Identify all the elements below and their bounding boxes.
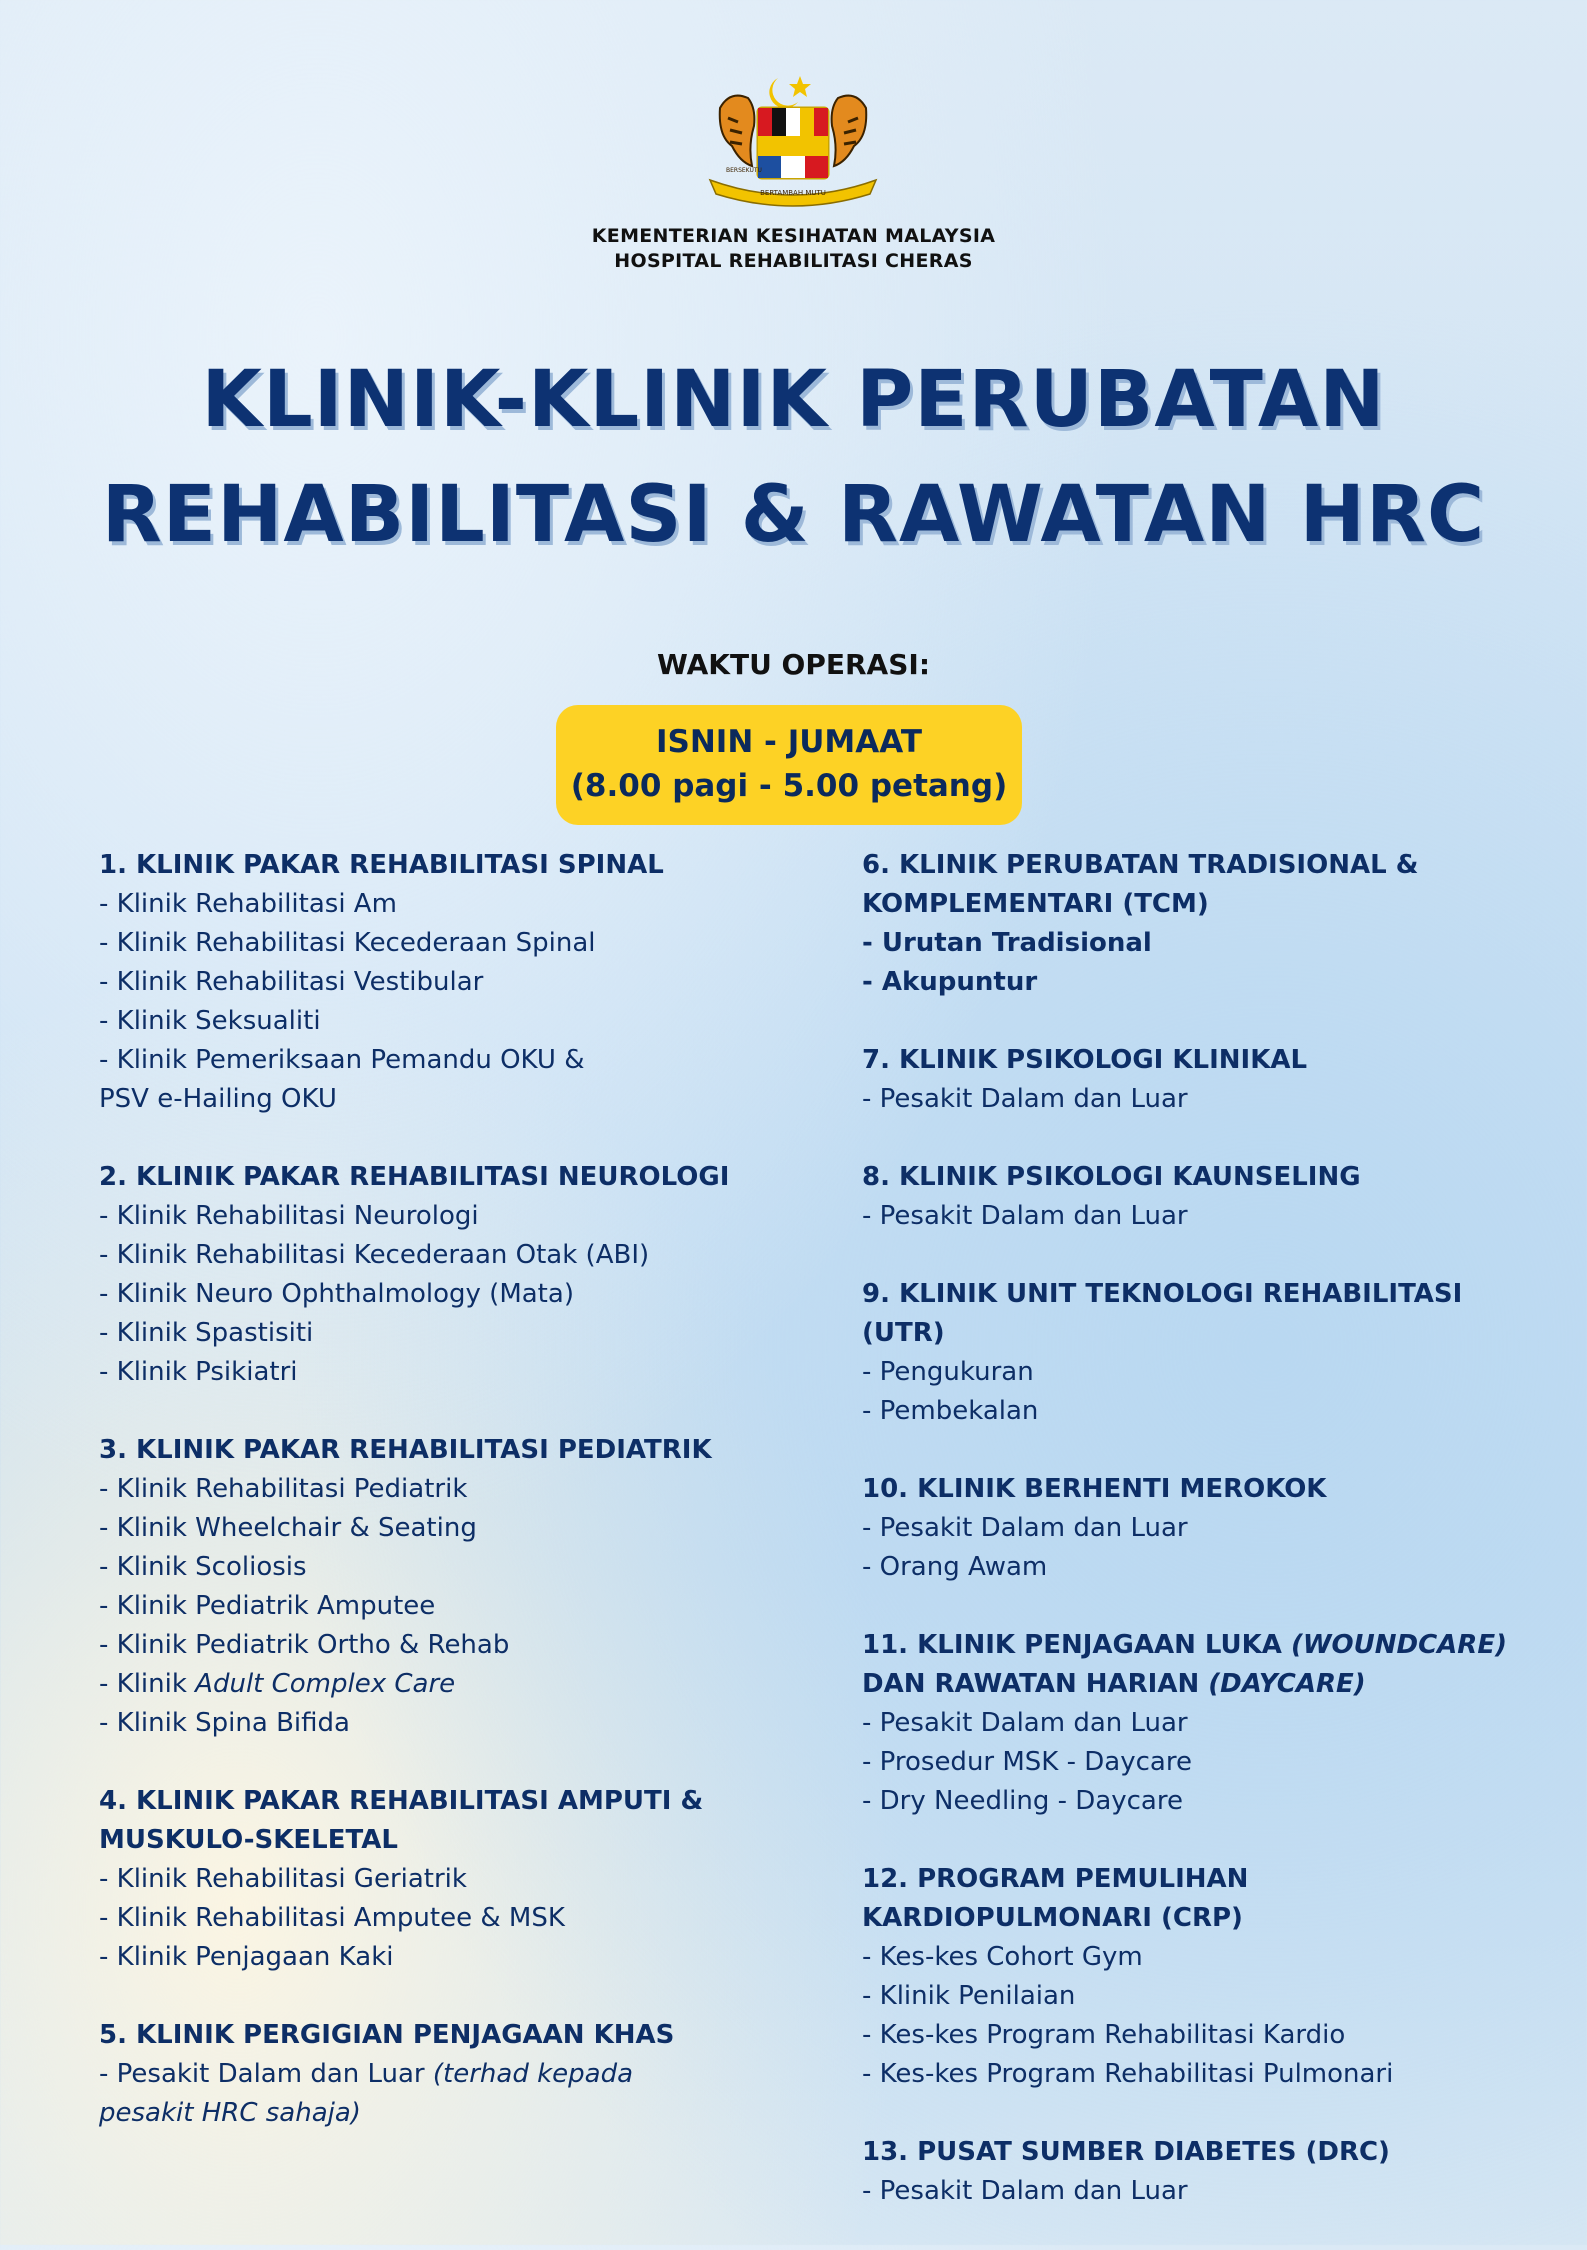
page-title-line2: REHABILITASI & RAWATAN HRC [101,470,1486,560]
clinic-section-10 [862,1470,1542,1587]
list-item: - Pesakit Dalam dan Luar [862,1201,1188,1231]
clinic-section-2 [99,1158,779,1392]
clinic-section-11 [862,1626,1542,1821]
list-item: - Klinik Rehabilitasi Amputee & MSK [99,1903,565,1933]
item-prefix: - Pesakit Dalam dan Luar [99,2059,433,2089]
list-item: - Pesakit Dalam dan Luar [862,1708,1188,1738]
clinic-section-4 [99,1782,779,1977]
clinic-section-9 [862,1275,1542,1431]
section-title: 3. KLINIK PAKAR REHABILITASI PEDIATRIK [99,1435,712,1465]
ministry-name: KEMENTERIAN KESIHATAN MALAYSIA [591,225,996,247]
list-item: - Klinik Pediatrik Ortho & Rehab [99,1630,510,1660]
item-italic: Adult Complex Care [195,1669,456,1699]
section-title: 7. KLINIK PSIKOLOGI KLINIKAL [862,1045,1308,1075]
list-item: PSV e-Hailing OKU [99,1084,337,1114]
clinic-section-5 [99,2016,779,2133]
emblem-motto: BERTAMBAH MUTU [760,189,826,197]
right-column [862,846,1542,2250]
section-title: 5. KLINIK PERGIGIAN PENJAGAAN KHAS [99,2020,675,2050]
section-title: 10. KLINIK BERHENTI MEROKOK [862,1474,1327,1504]
list-item: - Pesakit Dalam dan Luar [862,2176,1188,2206]
section-title [99,1782,779,1860]
operating-hours-box [556,705,1022,825]
hospital-name: HOSPITAL REHABILITASI CHERAS [614,250,973,272]
item-prefix: - Klinik [99,1669,196,1699]
section-title: 13. PUSAT SUMBER DIABETES (DRC) [862,2137,1390,2167]
list-item: - Klinik Penjagaan Kaki [99,1942,394,1972]
list-item: - Kes-kes Program Rehabilitasi Kardio [862,2020,1346,2050]
section-title-line2: (UTR) [862,1318,945,1348]
list-item: - Pesakit Dalam dan Luar [862,1084,1188,1114]
section-title-prefix: DAN RAWATAN HARIAN [862,1669,1209,1699]
list-item: - Klinik Rehabilitasi Kecederaan Otak (ABI) [99,1240,650,1270]
list-item: - Orang Awam [862,1552,1048,1582]
list-item [99,2055,779,2094]
list-item: - Klinik Rehabilitasi Neurologi [99,1201,479,1231]
section-title [862,1275,1542,1353]
section-title: 8. KLINIK PSIKOLOGI KAUNSELING [862,1162,1361,1192]
list-item: - Klinik Rehabilitasi Am [99,889,397,919]
page-title-line1: KLINIK-KLINIK PERUBATAN [201,355,1386,445]
list-item: - Pembekalan [862,1396,1039,1426]
list-item: - Klinik Rehabilitasi Kecederaan Spinal [99,928,596,958]
list-item: - Kes-kes Cohort Gym [862,1942,1143,1972]
list-item [99,1665,779,1704]
clinic-section-7 [862,1041,1542,1119]
section-title [862,1860,1542,1938]
list-item: - Klinik Rehabilitasi Pediatrik [99,1474,468,1504]
clinic-section-3 [99,1431,779,1743]
clinic-section-1 [99,846,779,1119]
section-title [862,846,1542,924]
list-item: - Klinik Wheelchair & Seating [99,1513,477,1543]
section-title-italic: (WOUNDCARE) [1290,1630,1507,1660]
list-item: - Klinik Pediatrik Amputee [99,1591,436,1621]
malaysia-coat-of-arms-icon [700,68,886,208]
list-item: - Klinik Pemeriksaan Pemandu OKU & [99,1045,585,1075]
section-title-line2: MUSKULO-SKELETAL [99,1825,398,1855]
list-item: - Pesakit Dalam dan Luar [862,1513,1188,1543]
section-title-line2: KARDIOPULMONARI (CRP) [862,1903,1243,1933]
list-item: - Klinik Spastisiti [99,1318,314,1348]
item-italic: (terhad kepada [432,2059,634,2089]
list-item: - Klinik Seksualiti [99,1006,321,1036]
section-title: 2. KLINIK PAKAR REHABILITASI NEUROLOGI [99,1162,730,1192]
section-title-prefix: 11. KLINIK PENJAGAAN LUKA [862,1630,1291,1660]
list-item: - Klinik Scoliosis [99,1552,307,1582]
clinic-section-8 [862,1158,1542,1236]
clinic-section-6 [862,846,1542,1002]
list-item: - Klinik Penilaian [862,1981,1076,2011]
operating-time: (8.00 pagi - 5.00 petang) [570,768,1008,804]
list-item: - Kes-kes Program Rehabilitasi Pulmonari [862,2059,1394,2089]
list-item: - Klinik Psikiatri [99,1357,298,1387]
section-title-line1: 12. PROGRAM PEMULIHAN [862,1864,1249,1894]
list-item: pesakit HRC sahaja) [99,2098,361,2128]
section-title-line2: KOMPLEMENTARI (TCM) [862,889,1209,919]
clinic-section-13 [862,2133,1542,2211]
list-item: - Klinik Spina Bifida [99,1708,350,1738]
section-title [862,1626,1542,1704]
left-column [99,846,779,2172]
clinic-section-12 [862,1860,1542,2094]
section-title-line1: 6. KLINIK PERUBATAN TRADISIONAL & [862,850,1419,880]
list-item: - Klinik Rehabilitasi Geriatrik [99,1864,467,1894]
section-title-line1: 9. KLINIK UNIT TEKNOLOGI REHABILITASI [862,1279,1463,1309]
list-item: - Dry Needling - Daycare [862,1786,1183,1816]
operating-days: ISNIN - JUMAAT [655,724,922,760]
emblem-motto-left: BERSEKUTU [726,167,762,174]
list-item: - Prosedur MSK - Daycare [862,1747,1192,1777]
list-item: - Klinik Rehabilitasi Vestibular [99,967,484,997]
list-item: - Urutan Tradisional [862,928,1152,958]
list-item: - Akupuntur [862,967,1038,997]
list-item: - Pengukuran [862,1357,1034,1387]
section-title-italic: (DAYCARE) [1208,1669,1366,1699]
list-item: - Klinik Neuro Ophthalmology (Mata) [99,1279,574,1309]
section-title-line1: 4. KLINIK PAKAR REHABILITASI AMPUTI & [99,1786,704,1816]
section-title: 1. KLINIK PAKAR REHABILITASI SPINAL [99,850,664,880]
operating-hours-label: WAKTU OPERASI: [656,648,931,681]
